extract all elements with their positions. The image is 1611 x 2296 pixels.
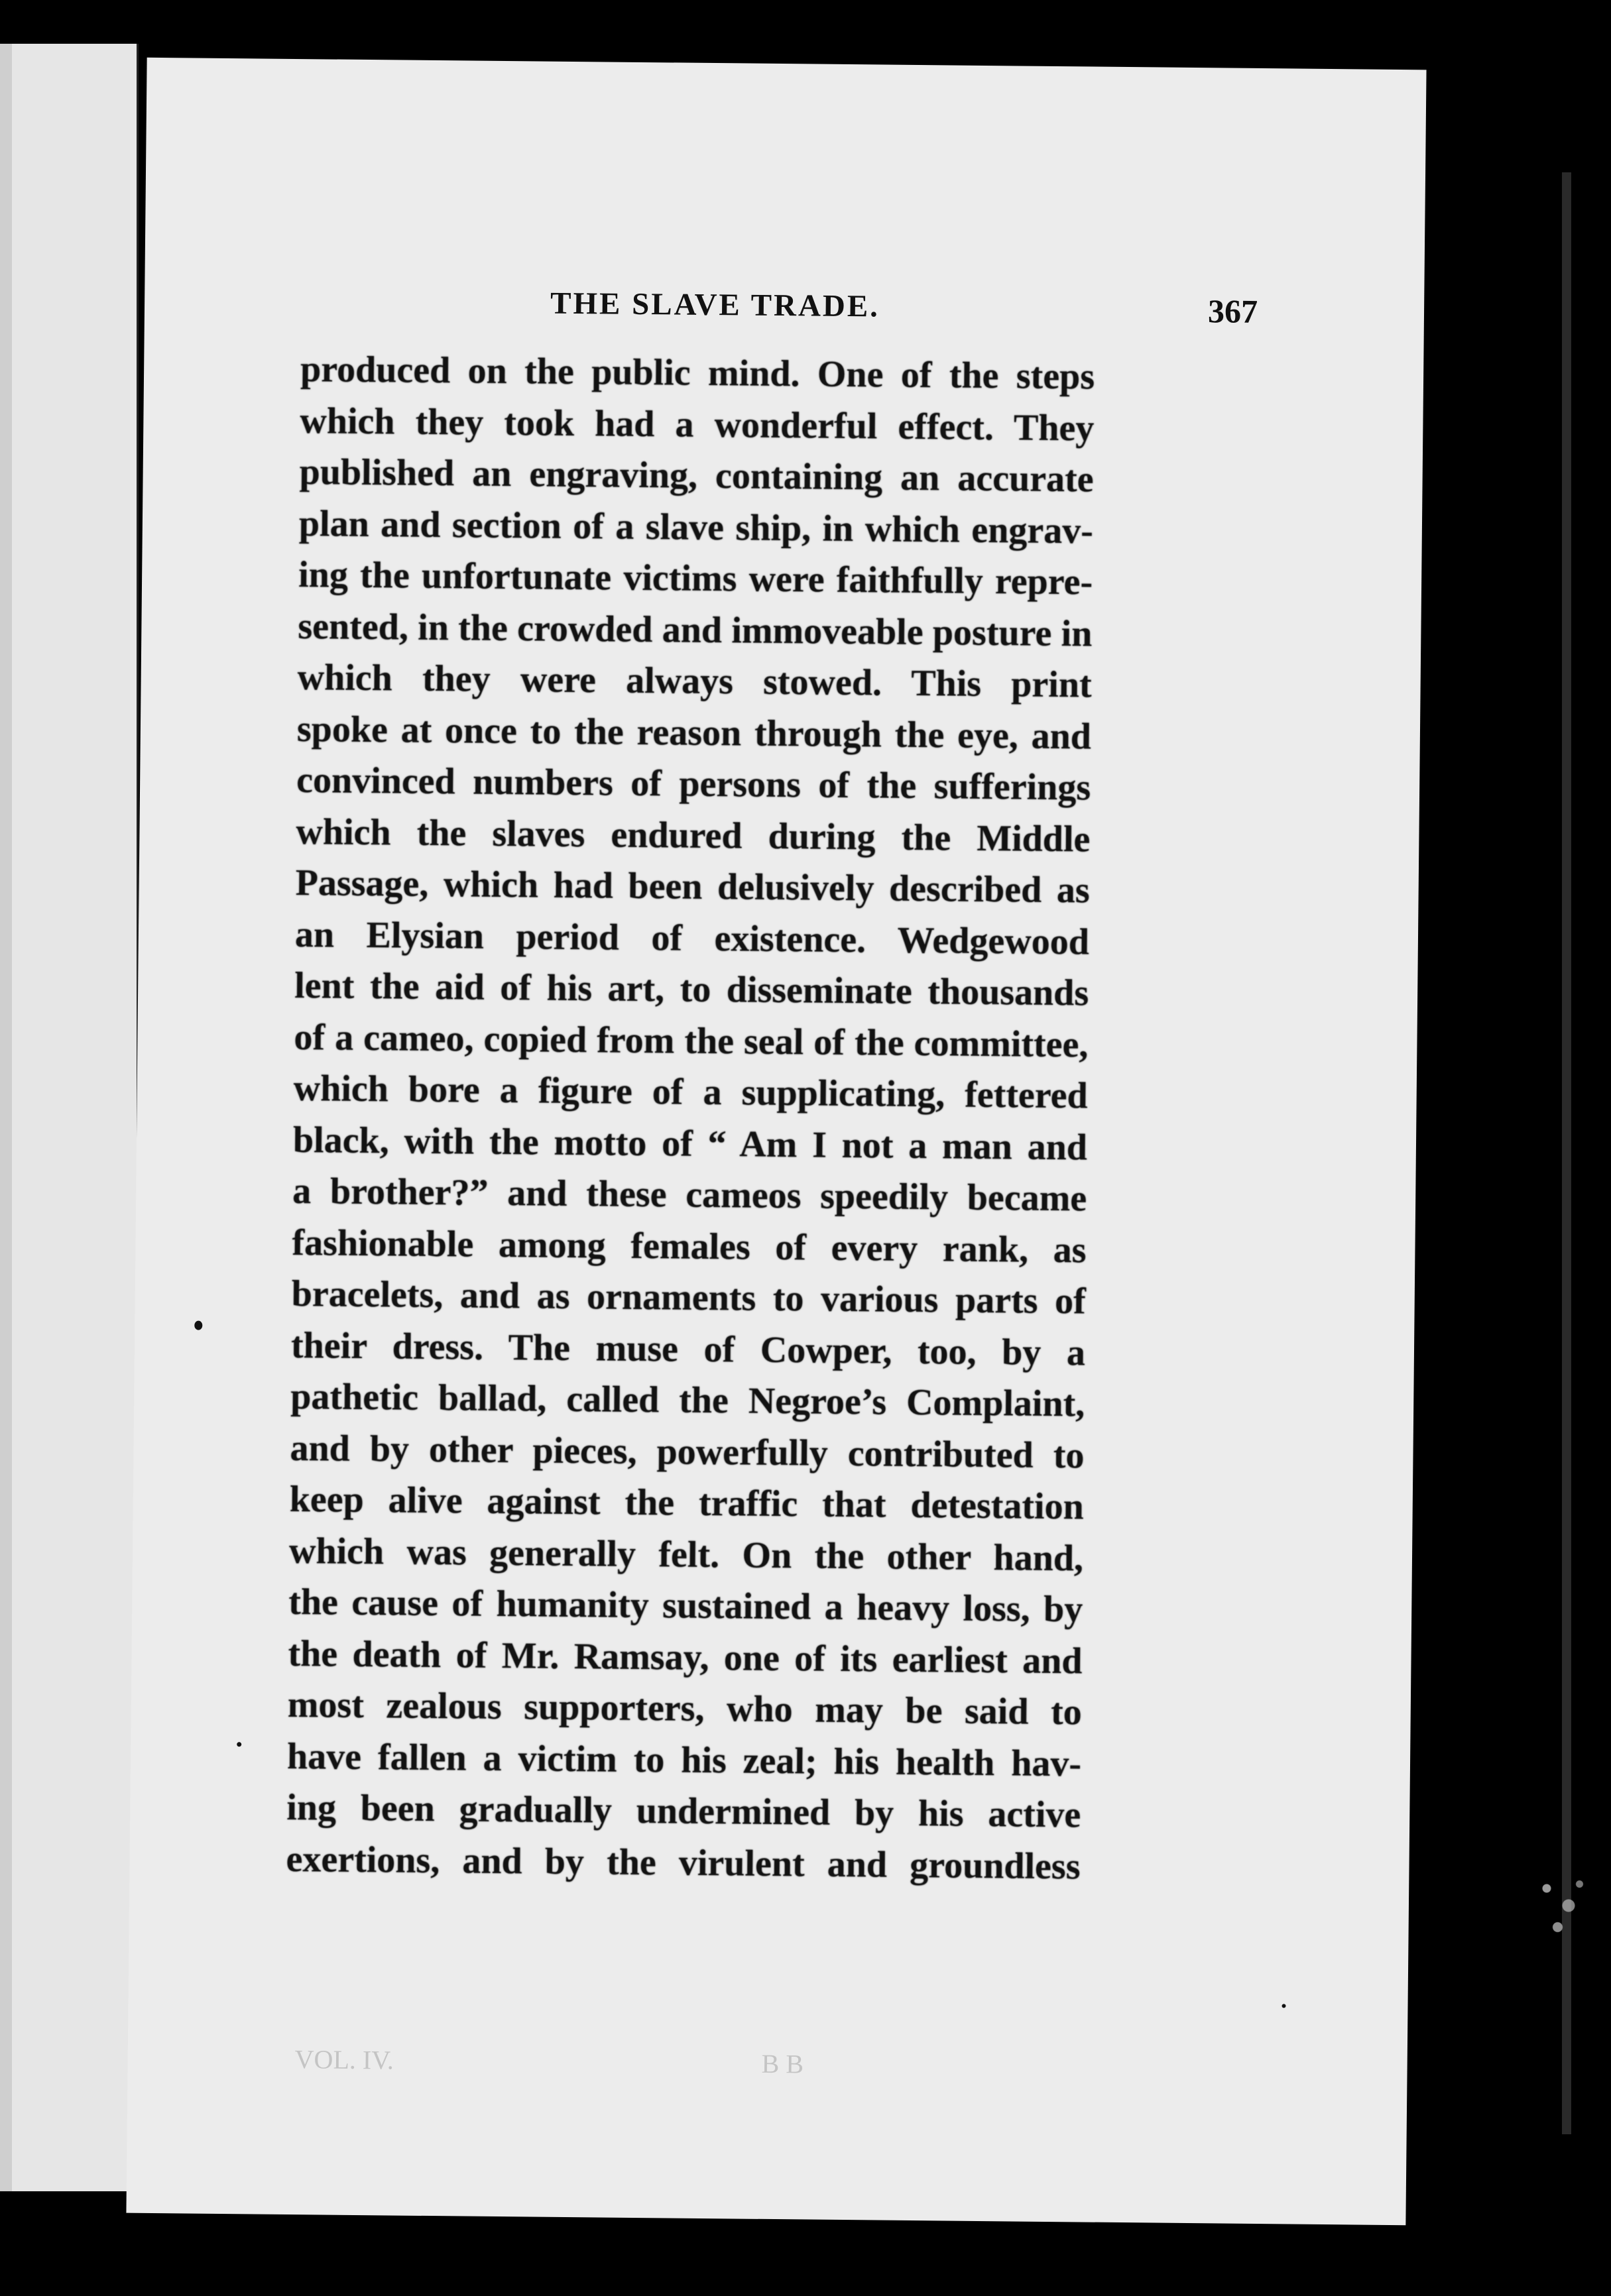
text-line: ing the unfortunate victims were faithfully repre-	[298, 554, 1093, 603]
book-page	[126, 58, 1426, 2225]
signature-mark: VOL. IV.	[294, 2044, 394, 2075]
text-line: exertions, and by the virulent and groundless	[286, 1838, 1081, 1887]
text-line: an Elysian period of existence. Wedgewood	[294, 913, 1090, 963]
binding-shadow	[1562, 172, 1571, 2134]
text-line: the death of Mr. Ramsay, one of its earliest and	[288, 1633, 1083, 1682]
page-number: 367	[1207, 292, 1258, 330]
text-line: lent the aid of his art, to disseminate thousands	[294, 965, 1089, 1014]
text-line: Passage, which had been delusively described as	[295, 862, 1090, 911]
text-line: of a cameo, copied from the seal of the committee,	[294, 1016, 1089, 1066]
ink-speck	[194, 1321, 202, 1330]
text-line: a brother?” and these cameos speedily became	[292, 1170, 1087, 1220]
text-line: convinced numbers of persons of the sufferings	[296, 760, 1091, 809]
gathering-mark: B B	[761, 2048, 804, 2079]
text-line: fashionable among females of every rank, as	[292, 1222, 1087, 1271]
page-footer	[127, 2042, 1407, 2095]
text-line: keep alive against the traffic that detestation	[289, 1478, 1085, 1528]
text-line: have fallen a victim to his zeal; his health hav-	[286, 1735, 1082, 1784]
text-line: which bore a figure of a supplicating, fettered	[293, 1068, 1088, 1117]
facing-page-edge	[0, 44, 139, 2191]
text-line: which they took had a wonderful effect. They	[300, 400, 1095, 449]
text-line: sented, in the crowded and immoveable posture in	[298, 605, 1093, 655]
text-line: the cause of humanity sustained a heavy loss, by	[288, 1581, 1083, 1631]
text-line: spoke at once to the reason through the eye, and	[296, 708, 1092, 758]
running-head: THE SLAVE TRADE.	[550, 286, 880, 324]
scan-artifact	[1525, 1863, 1598, 1949]
text-line: pathetic ballad, called the Negroe’s Complaint,	[290, 1375, 1085, 1425]
text-line: which the slaves endured during the Middle	[296, 811, 1091, 860]
text-line: published an engraving, containing an accurate	[299, 451, 1094, 500]
text-line: produced on the public mind. One of the steps	[300, 349, 1095, 398]
text-line: which was generally felt. On the other hand,	[288, 1530, 1084, 1579]
facing-page-margin	[0, 44, 12, 2191]
text-line: and by other pieces, powerfully contributed to	[290, 1427, 1085, 1476]
text-line: which they were always stowed. This print	[297, 657, 1092, 706]
text-line: black, with the motto of “ Am I not a man and	[292, 1119, 1088, 1169]
text-line: bracelets, and as ornaments to various parts of	[291, 1273, 1087, 1322]
ink-speck	[237, 1742, 241, 1747]
body-text	[286, 344, 1095, 1892]
ink-speck	[1282, 2004, 1285, 2008]
page-header	[145, 282, 1425, 347]
text-line: ing been gradually undermined by his active	[286, 1786, 1081, 1836]
text-line: their dress. The muse of Cowper, too, by a	[290, 1324, 1086, 1373]
text-line: most zealous supporters, who may be said to	[287, 1684, 1083, 1733]
text-line: plan and section of a slave ship, in which engrav-	[298, 502, 1094, 552]
